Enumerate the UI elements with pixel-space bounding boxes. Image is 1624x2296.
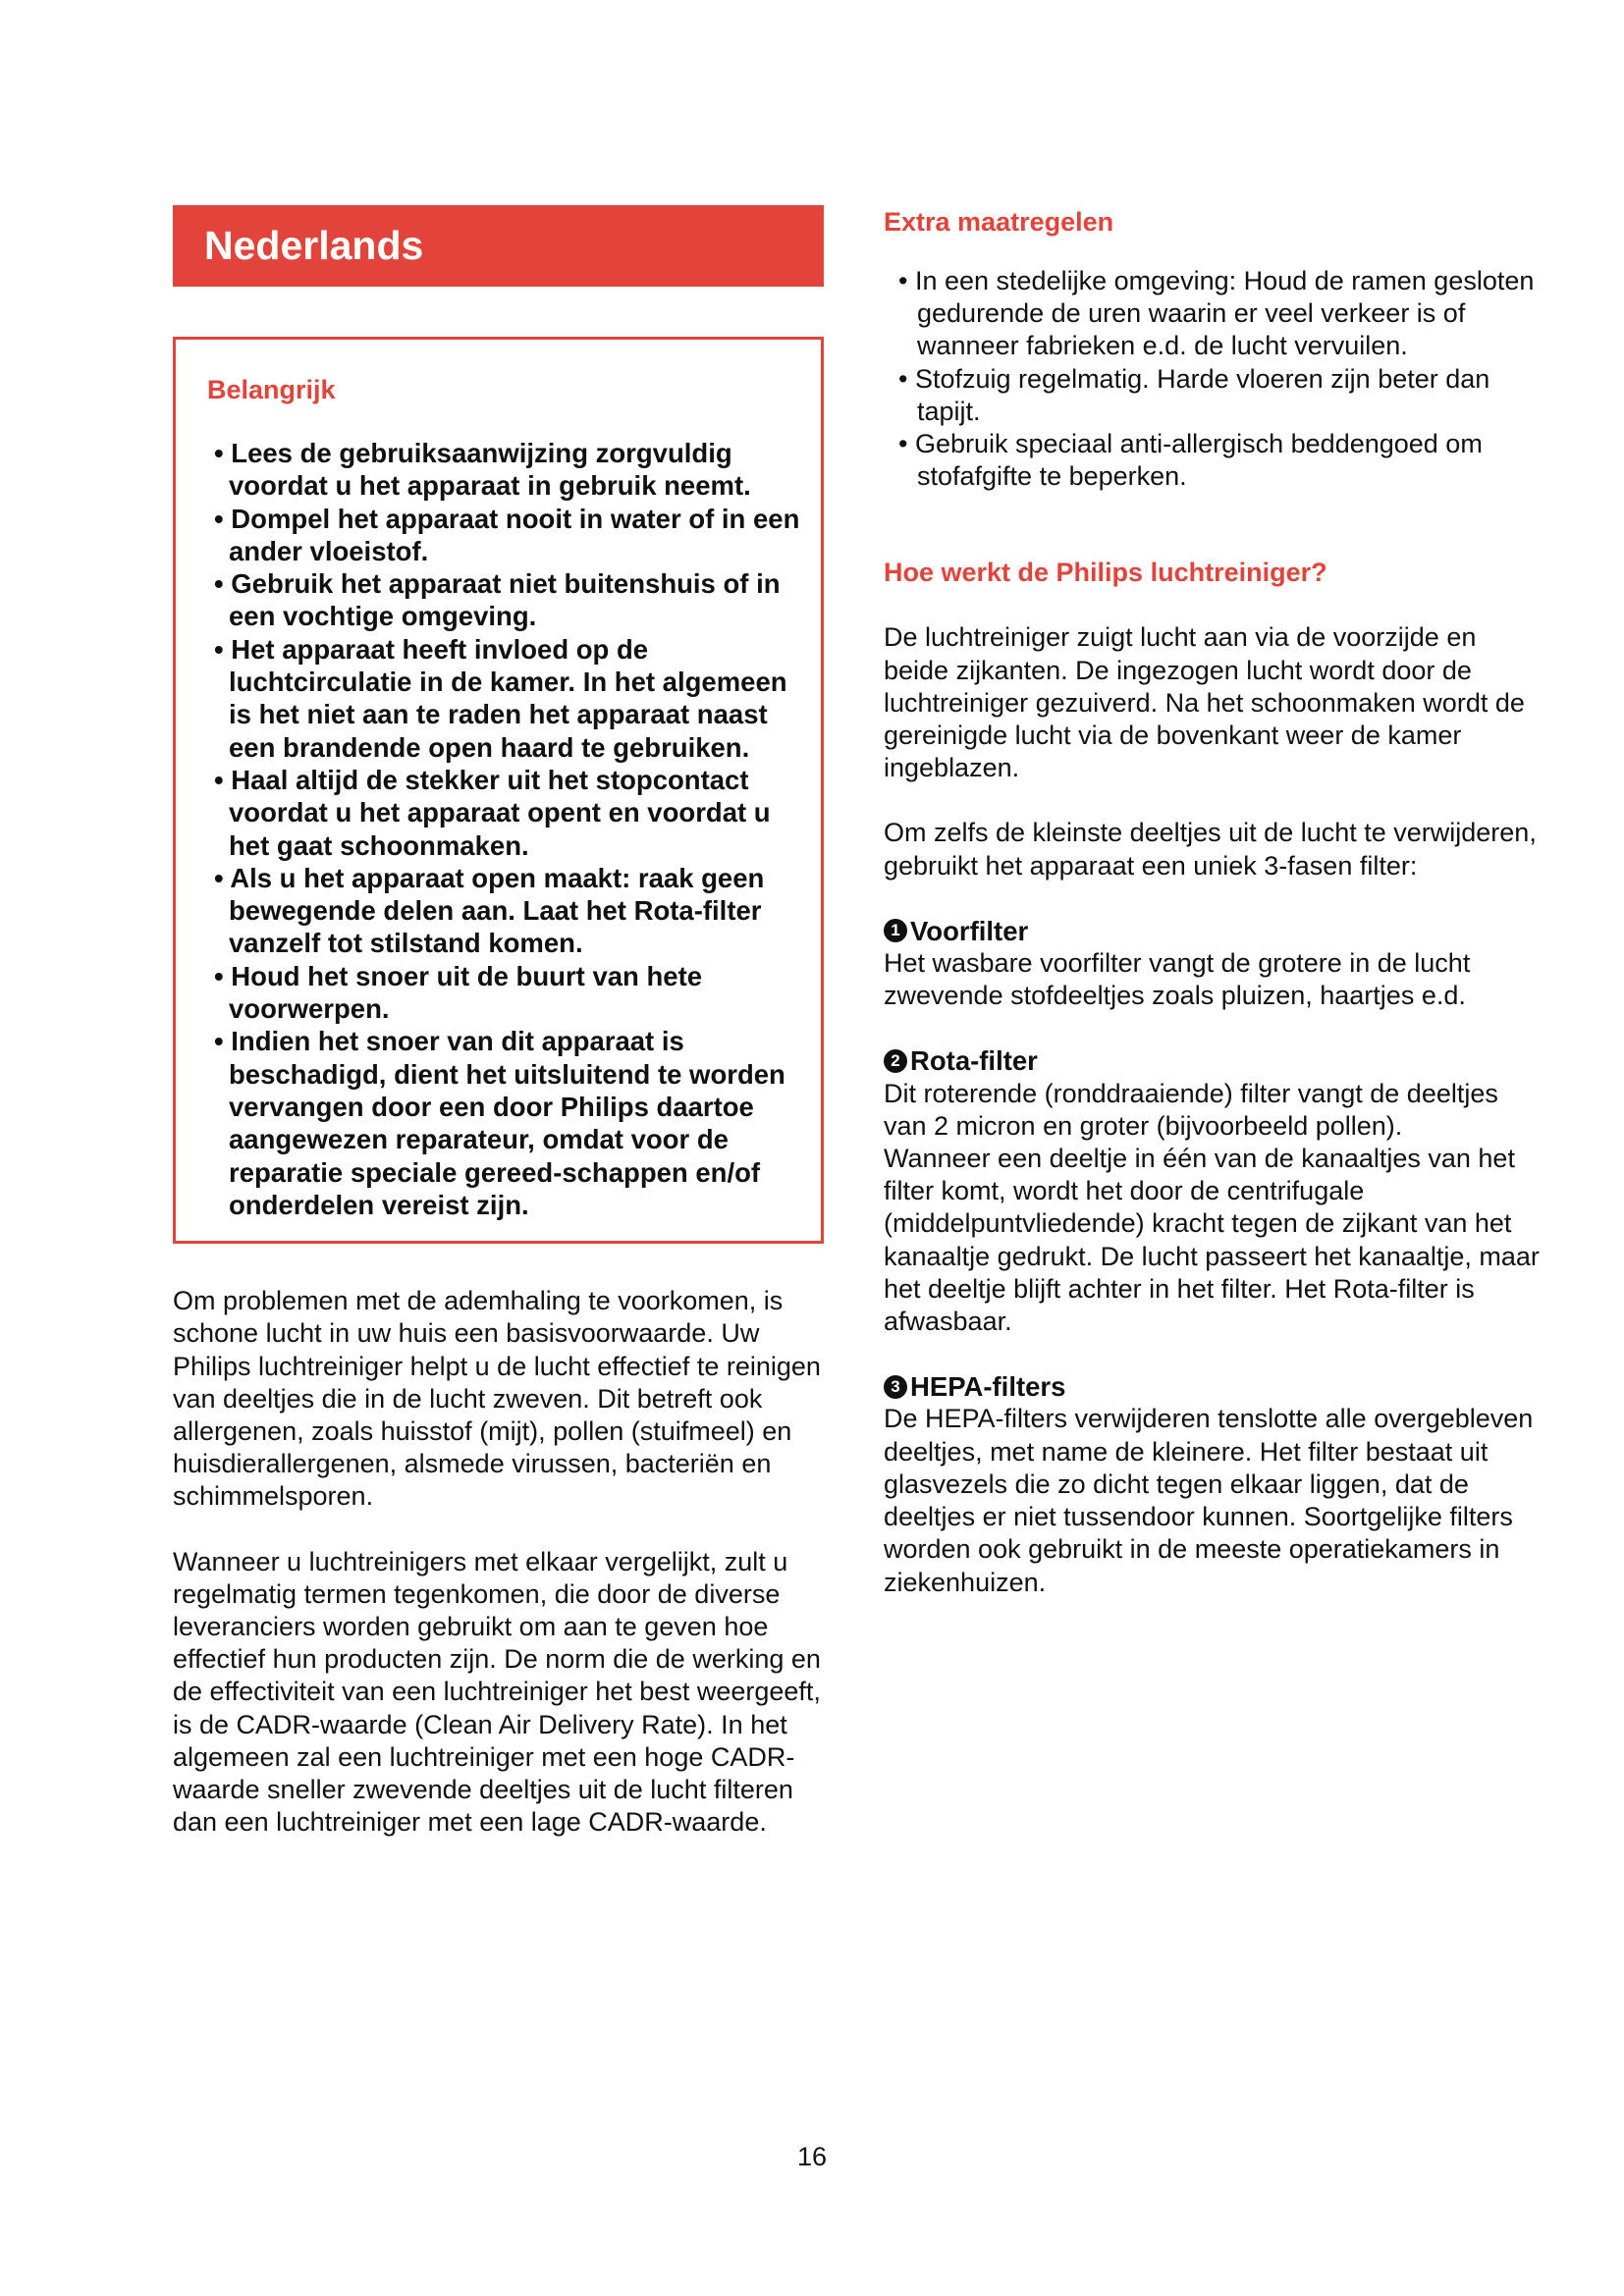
warning-item: • Indien het snoer van dit apparaat is beschadigd, dient het uitsluitend te worden vervangen door een door Philips daartoe aangewezen reparateur, omdat voor de reparatie speciale gereed-schappen en/of onderdelen vereist zijn. [207, 1025, 801, 1221]
important-box [173, 337, 824, 1244]
warning-item: • Gebruik het apparaat niet buitenshuis of in een vochtige omgeving. [207, 567, 801, 633]
important-heading: Belangrijk [207, 375, 336, 404]
number-3-icon: 3 [884, 1375, 907, 1399]
filter-title: Rota-filter [910, 1045, 1038, 1077]
warning-item: • Lees de gebruiksaanwijzing zorgvuldig voordat u het apparaat in gebruik neemt. [207, 437, 801, 503]
page-number: 16 [796, 2142, 828, 2171]
important-list [207, 437, 801, 1221]
language-banner: Nederlands [173, 205, 824, 287]
warning-item: • Als u het apparaat open maakt: raak geen bewegende delen aan. Laat het Rota-filter vanzelf tot stilstand komen. [207, 862, 801, 960]
how-heading: Hoe werkt de Philips luchtreiniger? [884, 558, 1327, 588]
filter-rota [884, 1044, 1542, 1338]
extra-item: • Stofzuig regelmatig. Harde vloeren zijn beter dan tapijt. [884, 363, 1542, 428]
number-1-icon: 1 [884, 919, 907, 942]
filter-title: HEPA-filters [910, 1371, 1066, 1403]
filter-title: Voorfilter [910, 915, 1029, 946]
number-2-icon: 2 [884, 1049, 907, 1073]
filter-description: De HEPA-filters verwijderen tenslotte alle overgebleven deeltjes, met name de kleinere. Het filter bestaat uit glasvezels die zo dicht tegen elkaar liggen, dat de deeltjes er niet tussendoor kunnen. Soortgelijke filters worden ook gebruikt in de meeste operatiekamers in ziekenhuizen. [884, 1404, 1534, 1597]
filter-description: Dit roterende (ronddraaiende) filter vangt de deeltjes van 2 micron en groter (bijvoorbeeld pollen). [884, 1078, 1498, 1141]
left-column [173, 205, 824, 1839]
how-paragraph: De luchtreiniger zuigt lucht aan via de voorzijde en beide zijkanten. De ingezogen lucht wordt door de luchtreiniger gezuiverd. Na het schoonmaken wordt de gereinigde lucht via de bovenkant weer de kamer ingeblazen. [884, 622, 1525, 783]
intro-paragraph: Om problemen met de ademhaling te voorkomen, is schone lucht in uw huis een basisvoorwaarde. Uw Philips luchtreiniger helpt u de lucht effectief te reinigen van deeltjes die in de lucht zweven. Dit betreft ook allergenen, zoals huisstof (mijt), pollen (stuifmeel) en huisdierallergenen, alsmede virussen, bacteriën en schimmelsporen. [173, 1286, 821, 1512]
how-paragraph: Om zelfs de kleinste deeltjes uit de lucht te verwijderen, gebruikt het apparaat een uniek 3-fasen filter: [884, 818, 1537, 881]
right-column [884, 205, 1542, 1599]
extra-item: • In een stedelijke omgeving: Houd de ramen gesloten gedurende de uren waarin er veel verkeer is of wanneer fabrieken e.d. de lucht vervuilen. [884, 265, 1542, 363]
extra-heading: Extra maatregelen [884, 207, 1114, 237]
warning-item: • Het apparaat heeft invloed op de luchtcirculatie in de kamer. In het algemeen is het niet aan te raden het apparaat naast een brandende open haard te gebruiken. [207, 633, 801, 764]
filter-description: Het wasbare voorfilter vangt de grotere in de lucht zwevende stofdeeltjes zoals pluizen, haartjes e.d. [884, 948, 1471, 1011]
warning-item: • Haal altijd de stekker uit het stopcontact voordat u het apparaat opent en voordat u het gaat schoonmaken. [207, 764, 801, 862]
extra-list [884, 265, 1542, 493]
warning-item: • Houd het snoer uit de buurt van hete voorwerpen. [207, 960, 801, 1026]
filter-voorfilter [884, 915, 1542, 1013]
cadr-paragraph: Wanneer u luchtreinigers met elkaar vergelijkt, zult u regelmatig termen tegenkomen, die door de diverse leveranciers worden gebruikt om aan te geven hoe effectief hun producten zijn. De norm die de werking en de effectiviteit van een luchtreiniger het best weergeeft, is de CADR-waarde (Clean Air Delivery Rate). In het algemeen zal een luchtreiniger met een hoge CADR-waarde sneller zwevende deeltjes uit de lucht filteren dan een luchtreiniger met een lage CADR-waarde. [173, 1546, 821, 1838]
filter-hepa [884, 1370, 1542, 1598]
extra-item: • Gebruik speciaal anti-allergisch beddengoed om stofafgifte te beperken. [884, 428, 1542, 493]
warning-item: • Dompel het apparaat nooit in water of in een ander vloeistof. [207, 503, 801, 568]
filter-description-2: Wanneer een deeltje in één van de kanaaltjes van het filter komt, wordt het door de centrifugale (middelpuntvliedende) kracht tegen de zijkant van het kanaaltje gedrukt. De lucht passeert het kanaaltje, maar het deeltje blijft achter in het filter. Het Rota-filter is afwasbaar. [884, 1144, 1540, 1337]
